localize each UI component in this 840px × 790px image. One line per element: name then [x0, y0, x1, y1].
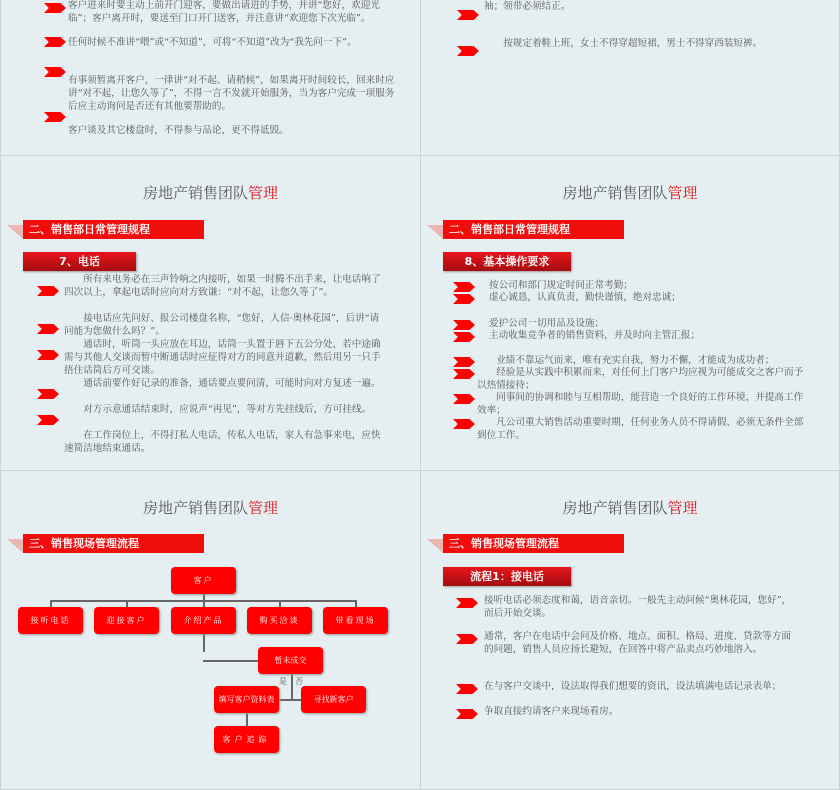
text-item: 爱护公司一切用品及设施；	[489, 318, 605, 329]
bullet-chevron-icon	[457, 46, 479, 56]
text-item: 在与客户交谈中，设法取得我们想要的资讯，设法填满电话记录表单；	[484, 681, 782, 692]
bullet-chevron-icon	[453, 357, 475, 367]
section-banner: 二、销售部日常管理规程	[23, 220, 204, 239]
text-item: 争取直接约请客户来现场看房。	[484, 706, 619, 717]
section-banner: 二、销售部日常管理规程	[443, 220, 624, 239]
bullet-chevron-icon	[457, 10, 479, 20]
flow-node-step: 带看现场	[323, 607, 388, 634]
slide-title: 房地产销售团队管理	[142, 499, 279, 517]
bullet-chevron-icon	[37, 389, 59, 399]
text-item: 通话时，听筒一头应放在耳边，话筒一头置于唇下五公分处，若中途确需与其他人交谈而暂中断通话时应征得对方的同意并道歉，然后用另一只手捂住话筒后方可交谈。	[64, 339, 381, 376]
text-item: 任何时候不准讲“喂”或“不知道”，可将“不知道”改为“我先问一下”。	[68, 37, 357, 48]
flow-node-tracking: 客户追踪	[214, 726, 279, 753]
flow-node-step: 介绍产品	[171, 607, 236, 634]
text-item: 同事间的协调和睦与互相帮助，能营造一个良好的工作环境，并提高工作效率；	[477, 392, 804, 416]
slide-basic-requirements	[420, 155, 840, 471]
bullet-chevron-icon	[37, 350, 59, 360]
bullet-chevron-icon	[453, 419, 475, 429]
section-banner: 三、销售现场管理流程	[23, 534, 204, 553]
connector	[50, 600, 52, 607]
bullet-chevron-icon	[456, 684, 478, 694]
text-item: 客户进来时要主动上前开门迎客，要做出请进的手势，并讲“您好，欢迎光临”；客户离开时，要送至门口开门送客，并注意讲“欢迎您下次光临”。	[68, 0, 380, 24]
text-item: 袖；领带必须结正。	[484, 0, 571, 12]
bullet-chevron-icon	[37, 415, 59, 425]
text-item: 客户谈及其它楼盘时，不得参与品论，更不得诋毁。	[68, 125, 289, 136]
text-item: 对方示意通话结束时，应说声“再见”，等对方先挂线后，方可挂线。	[83, 404, 372, 415]
slide-title: 房地产销售团队管理	[562, 184, 698, 202]
flow-node-step: 迎接客户	[94, 607, 159, 634]
bullet-chevron-icon	[456, 709, 478, 719]
bullet-chevron-icon	[44, 3, 66, 13]
section-banner: 三、销售现场管理流程	[443, 534, 624, 553]
text-item: 通常，客户在电话中会问及价格、地点、面积、格局、进度、贷款等方面的问题，销售人员应扬长避短，在回答中将产品卖点巧妙地溶入。	[484, 631, 791, 655]
sub-banner: 8、基本操作要求	[443, 252, 571, 271]
bullet-chevron-icon	[453, 294, 475, 304]
label-no: 否	[295, 677, 303, 686]
slide-dress-code	[420, 0, 840, 156]
bullet-chevron-icon	[453, 332, 475, 342]
flow-node-new-customer: 寻找新客户	[301, 686, 366, 713]
connector	[246, 713, 248, 727]
bullet-chevron-icon	[44, 37, 66, 47]
connector	[355, 600, 357, 607]
bullet-chevron-icon	[456, 634, 478, 644]
label-yes: 是	[279, 677, 287, 686]
bullet-chevron-icon	[453, 320, 475, 330]
connector	[279, 600, 281, 607]
connector	[203, 660, 259, 662]
text-item: 接电话应先问好、报公司楼盘名称，“您好，人信·奥林花园”，后讲“请问能为您做什么吗？”。	[64, 313, 380, 337]
flow-node-fill-form: 填写客户资料表	[214, 686, 279, 713]
slide-customer-etiquette	[0, 0, 421, 156]
slide-phone-rules	[0, 155, 421, 471]
slide-sales-flowchart	[0, 470, 421, 790]
text-item: 在工作岗位上，不得打私人电话，传私人电话，家人有急事来电，应快速简洁地结束通话。	[64, 430, 381, 454]
bullet-chevron-icon	[453, 394, 475, 404]
connector	[291, 673, 293, 699]
flow-node-pending: 暂未成交	[258, 647, 323, 674]
flow-node-step: 购买洽谈	[247, 607, 312, 634]
text-item: 经验是从实践中积累而来，对任何上门客户均应视为可能成交之客户而予以热情接待；	[477, 367, 804, 391]
connector	[50, 600, 357, 602]
text-item: 有事须暂离开客户，一律讲“对不起、请稍候”，如果离开时间较长，回来时应讲“对不起，让您久等了”，不得一言不发就开始服务，当为客户完成一项服务后应主动询问是否还有其他要帮助的。	[68, 75, 395, 112]
bullet-chevron-icon	[456, 598, 478, 608]
slide-title: 房地产销售团队管理	[142, 184, 279, 202]
text-item: 主动收集竞争者的销售资料，并及时向主管汇报；	[489, 330, 701, 341]
slide-title: 房地产销售团队管理	[562, 499, 698, 517]
text-item: 接听电话必须态度和蔼，语音亲切。一般先主动问候“奥林花园，您好”，而后开始交谈。	[484, 595, 792, 619]
bullet-chevron-icon	[44, 67, 66, 77]
flow-node-customer: 客户	[171, 567, 236, 594]
text-item: 业绩不靠运气而来，唯有充实自我，努力不懈，才能成为成功者；	[496, 355, 775, 366]
text-item: 按规定着鞋上班，女士不得穿超短裙，男士不得穿西装短裤。	[503, 38, 763, 49]
text-item: 按公司和部门规定时间正常考勤；	[489, 280, 633, 291]
text-item: 通话前要作好记录的准备，通话要点要问清，可能时向对方复述一遍。	[83, 378, 381, 389]
bullet-chevron-icon	[37, 286, 59, 296]
connector	[279, 699, 303, 701]
sub-banner: 7、电话	[23, 252, 136, 271]
slide-phone-process	[420, 470, 840, 790]
text-item: 凡公司重大销售活动重要时期，任何业务人员不得请假、必须无条件全部到位工作。	[477, 417, 804, 441]
bullet-chevron-icon	[453, 369, 475, 379]
flow-node-step: 接听电话	[18, 607, 83, 634]
bullet-chevron-icon	[44, 112, 66, 122]
bullet-chevron-icon	[37, 324, 59, 334]
bullet-chevron-icon	[453, 282, 475, 292]
sub-banner: 流程1：接电话	[443, 567, 571, 586]
text-item: 虚心诚恳，认真负责，勤快谨慎，绝对忠诚；	[489, 292, 681, 303]
connector	[126, 600, 128, 607]
text-item: 所有来电务必在三声铃响之内接听，如果一时腾不出手来，让电话响了四次以上，拿起电话时应向对方致谦：“对不起，让您久等了”。	[64, 274, 381, 298]
